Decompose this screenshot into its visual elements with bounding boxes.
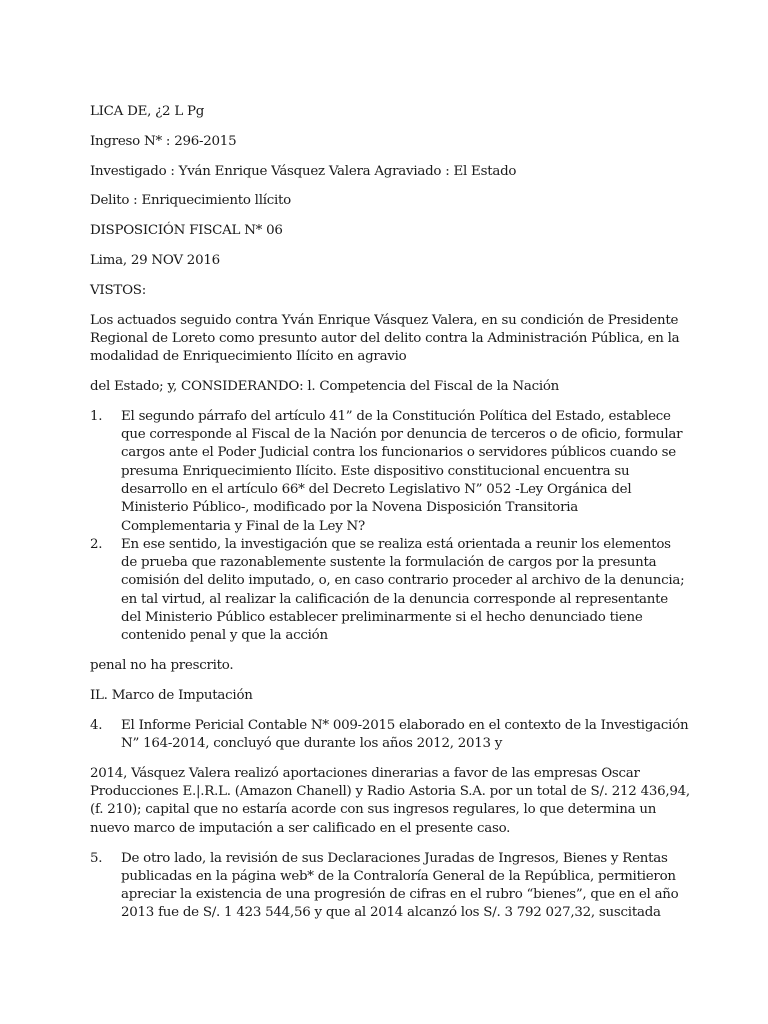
item-number: 2. [90, 536, 103, 552]
item-text: De otro lado, la revisión de sus Declaraciones Juradas de Ingresos, Bienes y Rentas publicadas en la página web* de la Contraloría General de la República, permitieron apreciar la existencia de una progresión de cifras en el rubro “bienes”, que en el año 2013 fue de S/. 1 423 544,56 y que al 2014 alcanzó los S/. 3 792 027,32, suscitada [121, 850, 679, 921]
numbered-item-5 [90, 850, 690, 923]
delito-line: Delito : Enriquecimiento llícito [90, 193, 291, 209]
numbered-item-2 [90, 536, 690, 646]
item-text: En ese sentido, la investigación que se realiza está orientada a reunir los elementos de prueba que razonablemente sustente la formulación de cargos por la presunta comisión del delito imputado, o, en caso contrario proceder al archivo de la denuncia; en tal virtud, al realizar la calificación de la denuncia corresponde al representante del Ministerio Público establecer preliminarmente si el hecho denunciado tiene contenido penal y que la acción [121, 536, 685, 644]
vistos-heading: VISTOS: [90, 282, 146, 298]
date-line: Lima, 29 NOV 2016 [90, 252, 220, 268]
item-number: 5. [90, 850, 103, 866]
item-number: 1. [90, 408, 103, 424]
item-text: El segundo párrafo del artículo 41” de la Constitución Política del Estado, establece que corresponde al Fiscal de la Nación por denuncia de terceros o de oficio, formular cargos ante el Poder Judicial contra los funcionarios o servidores públicos cuando se presuma Enriquecimiento Ilícito. Este dispositivo constitucional encuentra su desarrollo en el artículo 66* del Decreto Legislativo N” 052 -Ley Orgánica del Ministerio Público-, modificado por la Novena Disposición Transitoria Complementaria y Final de la Ley N? [121, 408, 683, 534]
document-header-line: LICA DE, ¿2 L Pg [90, 104, 205, 119]
vistos-paragraph: Los actuados seguido contra Yván Enrique Vásquez Valera, en su condición de Presidente Regional de Loreto como presunto autor del delito contra la Administración Pública, en la modalidad de Enriquecimiento Ilícito en agravio [90, 312, 680, 365]
disposicion-title: DISPOSICIÓN FISCAL N* 06 [90, 223, 283, 239]
prescrito-line: penal no ha prescrito. [90, 658, 234, 674]
item-text: El Informe Pericial Contable N* 009-2015 elaborado en el contexto de la Investigación N” 164-2014, concluyó que durante los años 2012, 2013 y [121, 717, 689, 752]
ingreso-number: Ingreso N* : 296-2015 [90, 133, 237, 149]
considerando-line: del Estado; y, CONSIDERANDO: l. Competencia del Fiscal de la Nación [90, 378, 560, 394]
item-number: 4. [90, 717, 103, 733]
numbered-item-1 [90, 408, 690, 536]
document-page [90, 103, 690, 923]
paragraph-2014: 2014, Vásquez Valera realizó aportaciones dinerarias a favor de las empresas Oscar Producciones E.|.R.L. (Amazon Chanell) y Radio Astoria S.A. por un total de S/. 212 436,94, (f. 210); capital que no estaría acorde con sus ingresos regulares, lo que determina un nuevo marco de imputación a ser calificado en el presente caso. [90, 765, 690, 836]
marco-imputacion-heading: IL. Marco de Imputación [90, 687, 253, 703]
investigado-line: Investigado : Yván Enrique Vásquez Valera Agraviado : El Estado [90, 163, 517, 179]
numbered-item-4 [90, 717, 690, 754]
